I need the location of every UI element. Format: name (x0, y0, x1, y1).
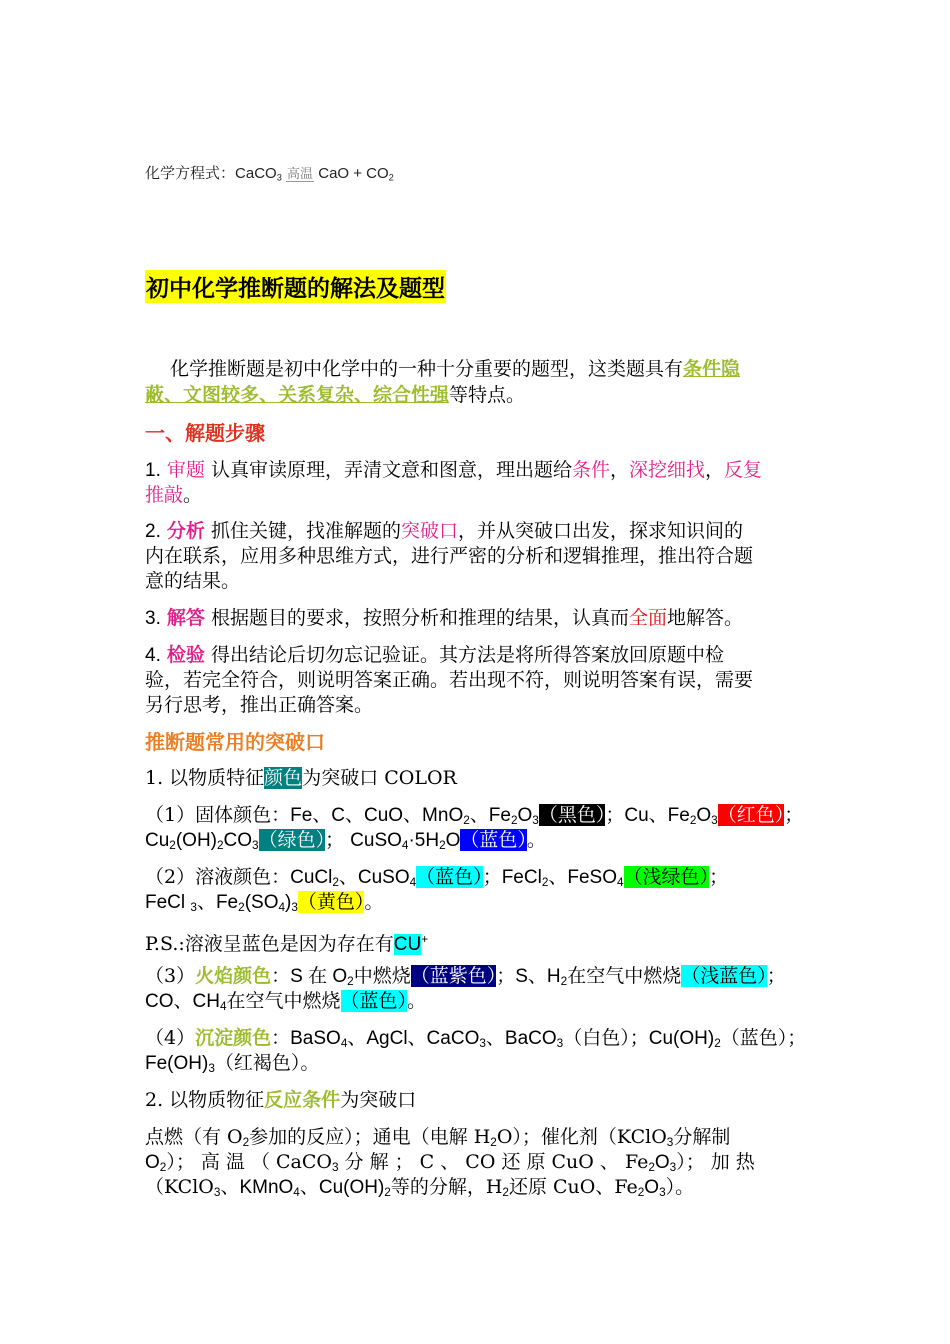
solution-color-line-1: （2）溶液颜色：CuCl$_2$、CuSO$_4$（蓝色）；FeCl$_2$、FeSO$_4$（浅绿色）； (145, 866, 729, 889)
step-4-line-2: 验，若完全符合，则说明答案正确。若出现不符，则说明答案有误，需要 (145, 669, 754, 691)
condition-line-3: （KClO$_3$、KMnO$_4$、$Cu(OH)_2$等的分解，$H_2$还原 CuO、$Fe_2O_3$）。 (145, 1176, 695, 1199)
solid-color-line-1: （1）固体颜色：Fe、C、CuO、MnO$_2$、$Fe_2O_3$（黑色）；Cu、$Fe_2O_3$（红色）； (145, 804, 804, 827)
step-4-line-1: 4. 检验 得出结论后切勿忘记验证。其方法是将所得答案放回原题中检 (145, 644, 724, 666)
section-heading-breakthrough: 推断题常用的突破口 (145, 730, 325, 754)
reaction-condition: 高温 (287, 166, 314, 181)
page-title: 初中化学推断题的解法及题型 (145, 270, 446, 303)
step-2-line-2: 内在联系，应用多种思维方式，进行严密的分析和逻辑推理，推出符合题 (145, 545, 754, 567)
solution-color-line-2: FeCl $_3$、$Fe_2(SO_4)_3$（黄色）。 (145, 891, 384, 914)
color-heading: 1. 以物质特征颜色为突破口 COLOR (145, 767, 457, 789)
condition-heading: 2. 以物质物征反应条件为突破口 (145, 1089, 417, 1111)
chemical-equation: 化学方程式：CaCO$_3$ 高温 CaO + $CO_2$ (145, 165, 394, 183)
ps-note: P.S.:溶液呈蓝色是因为存在有CU+ (145, 933, 429, 956)
precipitate-color-line-2: $Fe(OH)_3$（红褐色）。 (145, 1052, 320, 1075)
intro-line-2: 蔽、文图较多、关系复杂、综合性强等特点。 (145, 384, 526, 406)
step-1-line-2: 推敲。 (145, 484, 203, 506)
condition-line-2: $O_2$）； 高 温 （ CaCO$_3$ 分 解 ； C 、 CO 还 原 CuO 、 $Fe_2O_3$）； 加 热 (145, 1151, 755, 1174)
flame-color-line-1: （3）火焰颜色：S 在 $O_2$中燃烧（蓝紫色）；S、$H_2$在空气中燃烧（浅蓝色）； (145, 965, 786, 988)
condition-line-1: 点燃（有 $O_2$参加的反应）；通电（电解 $H_2O$）；催化剂（KClO$_3$分解制 (145, 1126, 731, 1149)
step-2-line-3: 意的结果。 (145, 570, 241, 592)
step-3: 3. 解答 根据题目的要求，按照分析和推理的结果，认真而全面地解答。 (145, 607, 744, 629)
intro-line-1: 化学推断题是初中化学中的一种十分重要的题型，这类题具有条件隐 (170, 358, 741, 380)
section-heading-steps: 一、解题步骤 (145, 421, 265, 445)
step-2-line-1: 2. 分析 抓住关键，找准解题的突破口，并从突破口出发，探求知识间的 (145, 520, 744, 542)
precipitate-color-line-1: （4）沉淀颜色：BaSO$_4$、AgCl、CaCO$_3$、BaCO$_3$（白色）；$Cu(OH)_2$（蓝色）； (145, 1027, 807, 1050)
solid-color-line-2: $Cu_2(OH)_2CO_3$（绿色）； $CuSO_4\cdot 5H_2O$（蓝色）。 (145, 829, 546, 852)
step-1-line-1: 1. 审题 认真审读原理，弄清文意和图意，理出题给条件，深挖细找，反复 (145, 459, 763, 481)
step-4-line-3: 另行思考，推出正确答案。 (145, 694, 374, 716)
flame-color-line-2: CO、$CH_4$在空气中燃烧（蓝色）。 (145, 990, 427, 1013)
